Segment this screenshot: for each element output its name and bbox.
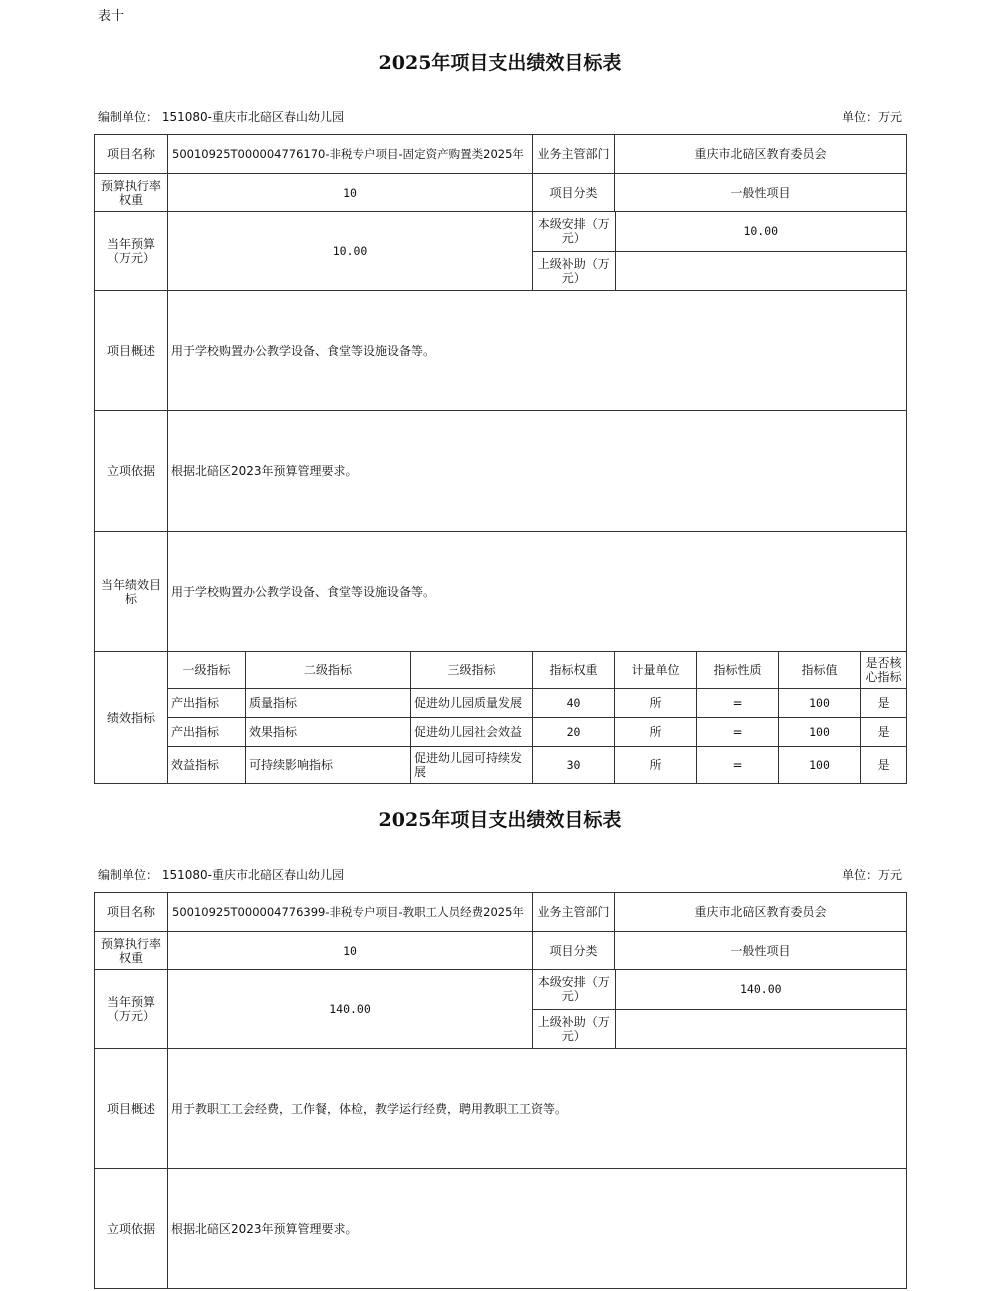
goal-label: 当年绩效目标	[95, 532, 168, 652]
indicator-header: 二级指标	[246, 652, 411, 689]
project-name-label: 项目名称	[95, 893, 168, 932]
indicators-label: 绩效指标	[95, 652, 168, 784]
overview-value: 用于教职工工会经费，工作餐，体检，教学运行经费，聘用教职工工资等。	[168, 1049, 907, 1169]
indicator-nature: =	[697, 747, 779, 784]
budget-label: 当年预算（万元）	[95, 212, 168, 291]
indicator-header: 指标权重	[533, 652, 615, 689]
indicator-row	[95, 747, 907, 784]
dept-value: 重庆市北碚区教育委员会	[615, 135, 907, 174]
indicator-header: 三级指标	[411, 652, 533, 689]
indicator-l3: 促进幼儿园社会效益	[411, 718, 533, 747]
basis-label: 立项依据	[95, 411, 168, 532]
own-funding-value: 140.00	[615, 970, 906, 1009]
indicator-weight: 20	[533, 718, 615, 747]
indicator-l2: 可持续影响指标	[246, 747, 411, 784]
indicator-row	[95, 689, 907, 718]
exec-weight-label: 预算执行率权重	[95, 932, 168, 970]
indicator-unit: 所	[615, 718, 697, 747]
dept-value: 重庆市北碚区教育委员会	[615, 893, 907, 932]
unit-label: 单位：万元	[841, 868, 902, 882]
exec-weight-value: 10	[168, 932, 533, 970]
overview-label: 项目概述	[95, 291, 168, 411]
indicator-header: 一级指标	[168, 652, 246, 689]
compiling-unit: 编制单位： 151080-重庆市北碚区春山幼儿园	[98, 868, 344, 882]
category-value: 一般性项目	[615, 932, 907, 970]
project-name-label: 项目名称	[95, 135, 168, 174]
budget-label: 当年预算（万元）	[95, 970, 168, 1049]
category-label: 项目分类	[533, 932, 615, 970]
own-funding-value: 10.00	[615, 212, 906, 251]
own-funding-label: 本级安排（万元）	[533, 970, 615, 1009]
exec-weight-label: 预算执行率权重	[95, 174, 168, 212]
indicator-core: 是	[861, 718, 907, 747]
dept-label: 业务主管部门	[533, 893, 615, 932]
upper-subsidy-label: 上级补助（万元）	[533, 1009, 615, 1048]
indicator-header: 计量单位	[615, 652, 697, 689]
basis-value: 根据北碚区2023年预算管理要求。	[168, 1169, 907, 1289]
indicator-l2: 质量指标	[246, 689, 411, 718]
category-label: 项目分类	[533, 174, 615, 212]
indicator-core: 是	[861, 689, 907, 718]
compiling-unit: 编制单位： 151080-重庆市北碚区春山幼儿园	[98, 110, 344, 124]
page-title: 2025年项目支出绩效目标表	[378, 809, 622, 831]
page-title: 2025年项目支出绩效目标表	[378, 52, 622, 74]
indicator-l1: 产出指标	[168, 718, 246, 747]
indicator-row	[95, 718, 907, 747]
upper-subsidy-value	[615, 1009, 906, 1048]
exec-weight-value: 10	[168, 174, 533, 212]
indicator-header: 是否核心指标	[861, 652, 907, 689]
corner-label: 表十	[98, 9, 125, 24]
indicator-weight: 40	[533, 689, 615, 718]
project-name-value: 50010925T000004776170-非税专户项目-固定资产购置类2025年	[168, 135, 533, 174]
dept-label: 业务主管部门	[533, 135, 615, 174]
goal-value: 用于学校购置办公教学设备、食堂等设施设备等。	[168, 532, 907, 652]
category-value: 一般性项目	[615, 174, 907, 212]
indicator-l1: 效益指标	[168, 747, 246, 784]
indicator-unit: 所	[615, 689, 697, 718]
indicator-value: 100	[779, 718, 861, 747]
performance-table-1	[94, 134, 907, 784]
overview-value: 用于学校购置办公教学设备、食堂等设施设备等。	[168, 291, 907, 411]
basis-value: 根据北碚区2023年预算管理要求。	[168, 411, 907, 532]
indicator-value: 100	[779, 689, 861, 718]
indicator-header: 指标性质	[697, 652, 779, 689]
basis-label: 立项依据	[95, 1169, 168, 1289]
overview-label: 项目概述	[95, 1049, 168, 1169]
upper-subsidy-value	[615, 251, 906, 290]
performance-table-2	[94, 892, 907, 1289]
indicator-l2: 效果指标	[246, 718, 411, 747]
indicator-nature: =	[697, 718, 779, 747]
upper-subsidy-label: 上级补助（万元）	[533, 251, 615, 290]
indicator-value: 100	[779, 747, 861, 784]
indicator-weight: 30	[533, 747, 615, 784]
budget-value: 10.00	[168, 212, 533, 291]
indicator-l1: 产出指标	[168, 689, 246, 718]
budget-value: 140.00	[168, 970, 533, 1049]
indicator-unit: 所	[615, 747, 697, 784]
indicator-l3: 促进幼儿园可持续发展	[411, 747, 533, 784]
own-funding-label: 本级安排（万元）	[533, 212, 615, 251]
indicator-core: 是	[861, 747, 907, 784]
indicator-header: 指标值	[779, 652, 861, 689]
unit-label: 单位：万元	[841, 110, 902, 124]
indicator-l3: 促进幼儿园质量发展	[411, 689, 533, 718]
project-name-value: 50010925T000004776399-非税专户项目-教职工人员经费2025年	[168, 893, 533, 932]
indicator-nature: =	[697, 689, 779, 718]
